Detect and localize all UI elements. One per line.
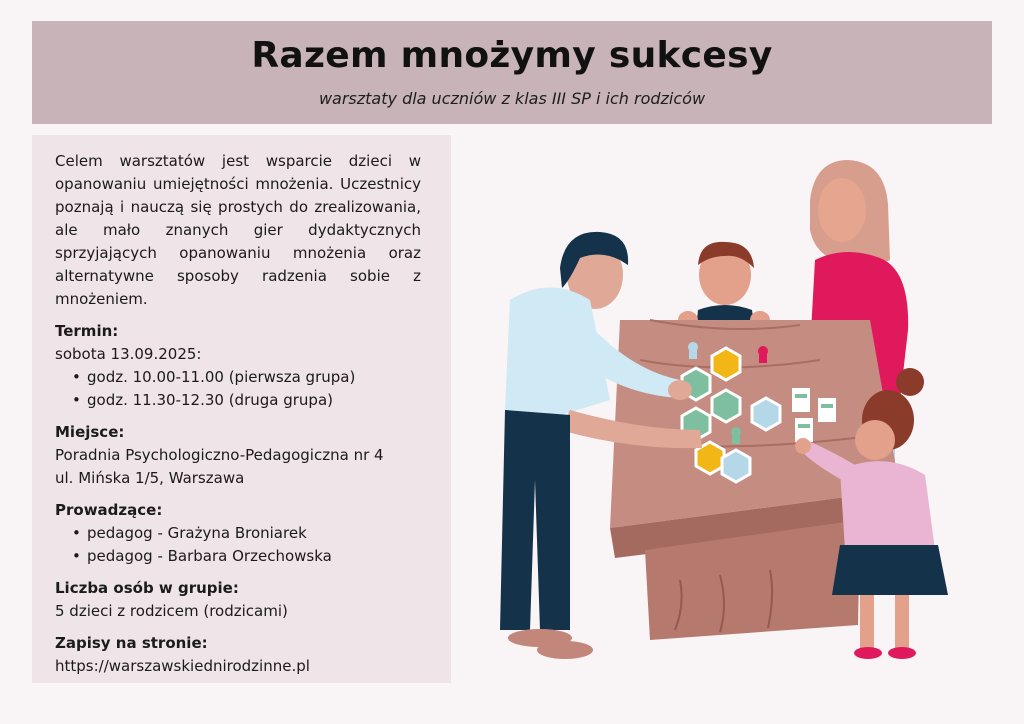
page-title: Razem mnożymy sukcesy — [251, 35, 773, 76]
zapisy-label: Zapisy na stronie: — [55, 634, 208, 652]
intro-text — [55, 150, 421, 311]
boy-figure — [678, 242, 770, 330]
header-banner — [32, 21, 992, 124]
info-panel — [32, 135, 451, 683]
section-miejsce — [55, 421, 421, 490]
miejsce-label: Miejsce: — [55, 423, 125, 441]
termin-label: Termin: — [55, 322, 119, 340]
page-subtitle: warsztaty dla uczniów z klas III SP i ich rodziców — [318, 89, 706, 108]
miejsce-line-2: ul. Mińska 1/5, Warszawa — [55, 469, 245, 487]
info-content — [55, 150, 421, 687]
section-zapisy — [55, 632, 421, 678]
prowadzace-label: Prowadzące: — [55, 501, 163, 519]
miejsce-line-1: Poradnia Psychologiczno-Pedagogiczna nr 4 — [55, 446, 384, 464]
termin-item: • godz. 11.30-12.30 (druga grupa) — [75, 389, 421, 412]
intro-paragraph-2: Uczestnicy poznają i nauczą się prostych do zrealizowania, ale mało znanych gier dydaktycznych sprzyjających opanowaniu mnożenia oraz alternatywne sposoby radzenia sobie z mnożeniem. — [55, 175, 421, 308]
section-termin — [55, 320, 421, 412]
liczba-value: 5 dzieci z rodzicem (rodzicami) — [55, 602, 288, 620]
liczba-label: Liczba osób w grupie: — [55, 579, 239, 597]
section-prowadzace — [55, 499, 421, 568]
termin-list — [55, 366, 421, 412]
prowadzace-item: • pedagog - Grażyna Broniarek — [75, 522, 421, 545]
termin-item: • godz. 10.00-11.00 (pierwsza grupa) — [75, 366, 421, 389]
prowadzace-item: • pedagog - Barbara Orzechowska — [75, 545, 421, 568]
prowadzace-list — [55, 522, 421, 568]
section-liczba — [55, 577, 421, 623]
termin-date: sobota 13.09.2025: — [55, 345, 202, 363]
intro-paragraph-1: Celem warsztatów jest wsparcie dzieci w opanowaniu umiejętności mnożenia. — [55, 152, 421, 193]
zapisy-url[interactable]: https://warszawskiednirodzinne.pl — [55, 657, 310, 675]
family-board-game-illustration — [470, 150, 970, 670]
